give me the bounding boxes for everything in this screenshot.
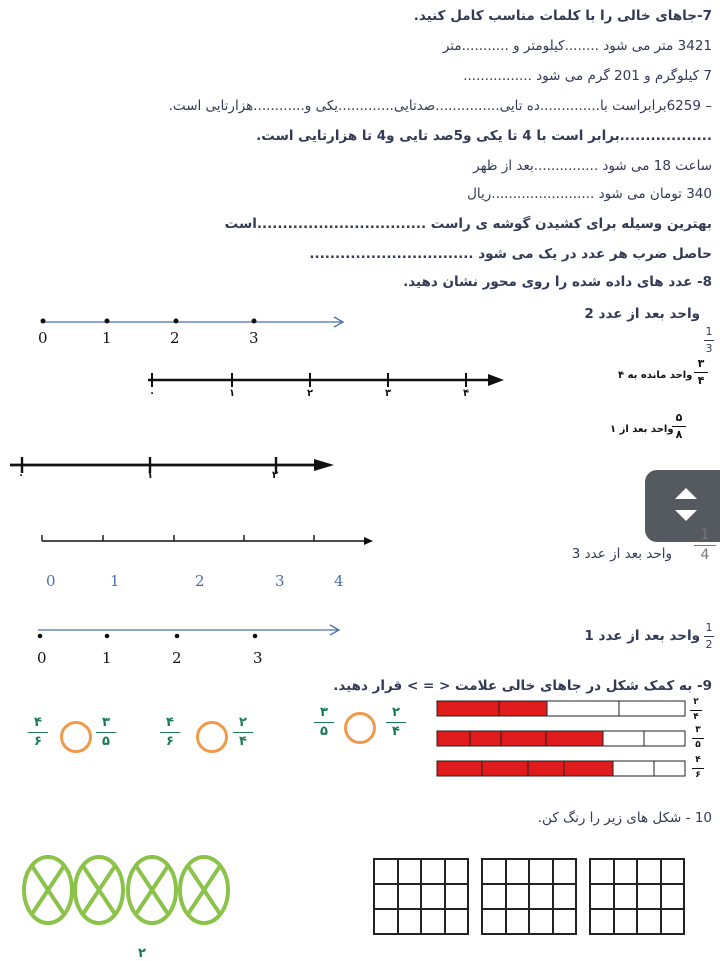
line1-fraction: 1 3 bbox=[705, 325, 713, 356]
line2-label-0: ۰ bbox=[149, 388, 156, 399]
line4-label-2: 2 bbox=[195, 572, 205, 590]
bar3-fill bbox=[437, 761, 613, 776]
line1-text: واحد بعد از عدد 2 bbox=[584, 306, 700, 322]
number-line-1 bbox=[30, 312, 360, 332]
cmp3-right-fraction: ۲ ۴ bbox=[386, 706, 406, 740]
line5-label-1: 1 bbox=[102, 649, 112, 667]
line3-text: واحد بعد از ۱ bbox=[610, 424, 674, 435]
line4-fraction: 1 4 bbox=[694, 528, 716, 564]
line5-text: واحد بعد از عدد 1 bbox=[584, 628, 700, 644]
line4-label-0: 0 bbox=[46, 572, 56, 590]
grid-3 bbox=[589, 858, 685, 935]
cmp1-left-fraction: ۴ ۶ bbox=[28, 716, 48, 750]
bar1-fill bbox=[437, 701, 547, 716]
q7-line-2: 7 کیلوگرم و 201 گرم می شود ................ bbox=[463, 68, 712, 84]
line4-text: واحد بعد از عدد 3 bbox=[571, 546, 672, 562]
cmp2-answer-circle[interactable] bbox=[196, 721, 228, 753]
line4-label-3: 3 bbox=[275, 572, 285, 590]
cmp3-left-fraction: ۳ ۵ bbox=[314, 706, 334, 740]
line1-label-3: 3 bbox=[249, 329, 259, 347]
line1-label-2: 2 bbox=[170, 329, 180, 347]
line2-label-4: ۴ bbox=[463, 388, 470, 399]
cmp2-right-fraction: ۲ ۴ bbox=[233, 716, 253, 750]
q7-line-7: بهترین وسیله برای کشیدن گوشه ی راست .................................است bbox=[224, 216, 712, 232]
bar2-fill bbox=[437, 731, 603, 746]
bar1-label: ۲ ۴ bbox=[690, 698, 702, 723]
grid-1 bbox=[373, 858, 469, 935]
chevron-up-icon bbox=[675, 488, 697, 499]
line3-fraction: ۵ ۸ bbox=[672, 412, 686, 441]
line2-text: واحد مانده به ۴ bbox=[618, 370, 693, 381]
line3-label-1: ۱ bbox=[147, 470, 154, 481]
bar3-label: ۴ ۶ bbox=[692, 756, 704, 781]
line1-label-0: 0 bbox=[38, 329, 48, 347]
line4-label-1: 1 bbox=[110, 572, 120, 590]
number-line-2 bbox=[140, 368, 510, 392]
q7-title: 7-جاهای خالی را با کلمات مناسب کامل کنید. bbox=[413, 8, 712, 24]
q7-line-1: 3421 متر می شود ........کیلومتر و ...........متر bbox=[442, 38, 712, 54]
chevron-down-icon bbox=[675, 510, 697, 521]
line2-fraction: ۳ ۴ bbox=[694, 358, 708, 387]
q9-title: 9- به کمک شکل در جاهای خالی علامت < = > قرار دهید. bbox=[333, 678, 712, 694]
q7-line-6: 340 تومان می شود ........................ریال bbox=[467, 186, 712, 202]
line5-label-2: 2 bbox=[172, 649, 182, 667]
number-line-4 bbox=[38, 532, 378, 550]
q7-line-3: – 6259برابراست با..............ده تایی...............صدتایی.............یکی و............هزارتایی است. bbox=[168, 98, 712, 114]
line5-fraction: 1 2 bbox=[705, 621, 713, 652]
cmp3-answer-circle[interactable] bbox=[344, 712, 376, 744]
line4-label-4: 4 bbox=[334, 572, 344, 590]
line2-label-3: ۳ bbox=[385, 388, 392, 399]
line5-label-3: 3 bbox=[253, 649, 263, 667]
line1-label-1: 1 bbox=[102, 329, 112, 347]
line5-label-0: 0 bbox=[37, 649, 47, 667]
line3-label-2: ۲ bbox=[272, 470, 279, 481]
q10-title: 10 - شکل های زیر را رنگ کن. bbox=[537, 810, 712, 826]
bottom-partial-text: ۲ bbox=[138, 946, 146, 961]
number-line-5 bbox=[28, 622, 348, 644]
cmp1-answer-circle[interactable] bbox=[60, 721, 92, 753]
green-circles bbox=[22, 854, 232, 926]
bar2-label: ۳ ۵ bbox=[692, 726, 704, 751]
q7-line-5: ساعت 18 می شود ...............بعد از ظهر bbox=[473, 158, 712, 174]
cmp1-right-fraction: ۳ ۵ bbox=[96, 716, 116, 750]
number-line-3 bbox=[8, 452, 338, 478]
q7-line-8: حاصل ضرب هر عدد در یک می شود ................................ bbox=[309, 246, 712, 262]
line3-label-0: ۰ bbox=[18, 470, 25, 481]
grid-2 bbox=[481, 858, 577, 935]
fraction-bars bbox=[436, 700, 688, 780]
line2-label-2: ۲ bbox=[307, 388, 314, 399]
q7-line-4: ..................برابر است با 4 تا یکی و5صد تایی و4 تا هزارتایی است. bbox=[256, 128, 712, 144]
q8-title: 8- عدد های داده شده را روی محور نشان دهید. bbox=[403, 274, 712, 290]
line2-label-1: ۱ bbox=[229, 388, 236, 399]
cmp2-left-fraction: ۴ ۶ bbox=[160, 716, 180, 750]
